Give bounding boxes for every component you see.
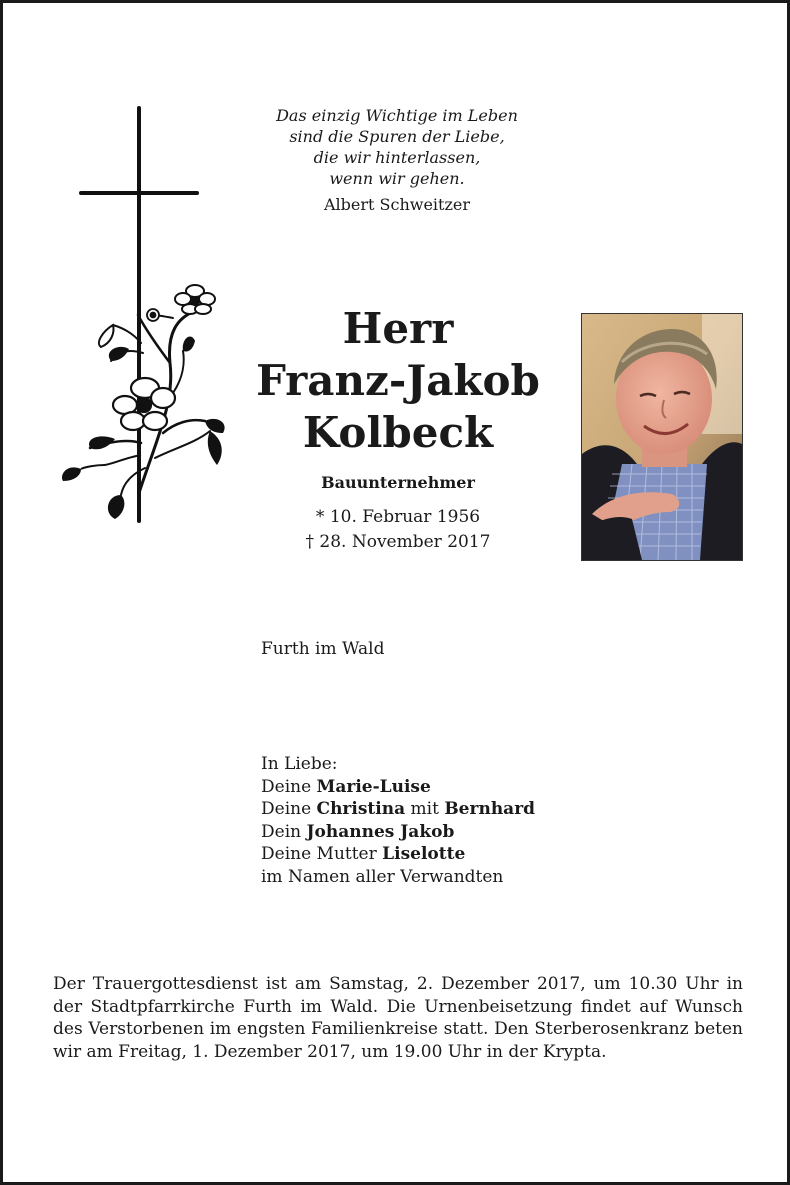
portrait-image [582,314,742,560]
family-member-name: Christina [316,799,406,819]
service-notice: Der Trauergottesdienst ist am Samstag, 2. Dezember 2017, um 10.30 Uhr in der Stadtpfarrkirche Furth im Wald. Die Urnenbeisetzung findet auf Wunsch des Verstorbenen im engsten Familienkreise statt. Den Sterberosenkranz beten wir am Freitag, 1. Dezember 2017, um 19.00 Uhr in der Krypta. [53,974,743,1062]
quote [223,105,571,189]
life-dates [243,505,553,555]
family-line [261,843,535,866]
family-member-name: Johannes Jakob [306,821,455,842]
quote-line: die wir hinterlassen, [313,148,481,167]
family-connector: mit [405,799,445,819]
first-name: Franz-Jakob [256,356,540,405]
quote-line: wenn wir gehen. [329,169,465,188]
occupation: Bauunternehmer [321,473,475,492]
family-member-name: Bernhard [444,799,536,819]
portrait-photo [581,313,743,561]
death-date: † 28. November 2017 [305,532,491,552]
family-intro: In Liebe: [261,754,338,774]
family-relation: Deine [261,776,317,797]
cross-with-flowers-icon [45,103,240,528]
name-block [243,303,553,555]
family-line [261,821,535,844]
family-line [261,798,535,821]
family-member-name: Liselotte [382,844,466,864]
family-list [261,753,535,888]
family-member-name: Marie-Luise [316,776,431,797]
family-relation: Deine Mutter [261,844,383,864]
quote-line: sind die Spuren der Liebe, [289,127,505,146]
place: Furth im Wald [261,639,385,659]
family-line [261,776,535,799]
family-closing: im Namen aller Verwandten [261,866,504,887]
family-relation: Dein [261,821,307,842]
quote-author: Albert Schweitzer [323,195,471,214]
quote-line: Das einzig Wichtige im Leben [276,106,518,125]
family-relation: Deine [261,799,317,819]
last-name: Kolbeck [302,408,494,457]
salutation: Herr [342,304,454,353]
birth-date: * 10. Februar 1956 [315,507,481,527]
